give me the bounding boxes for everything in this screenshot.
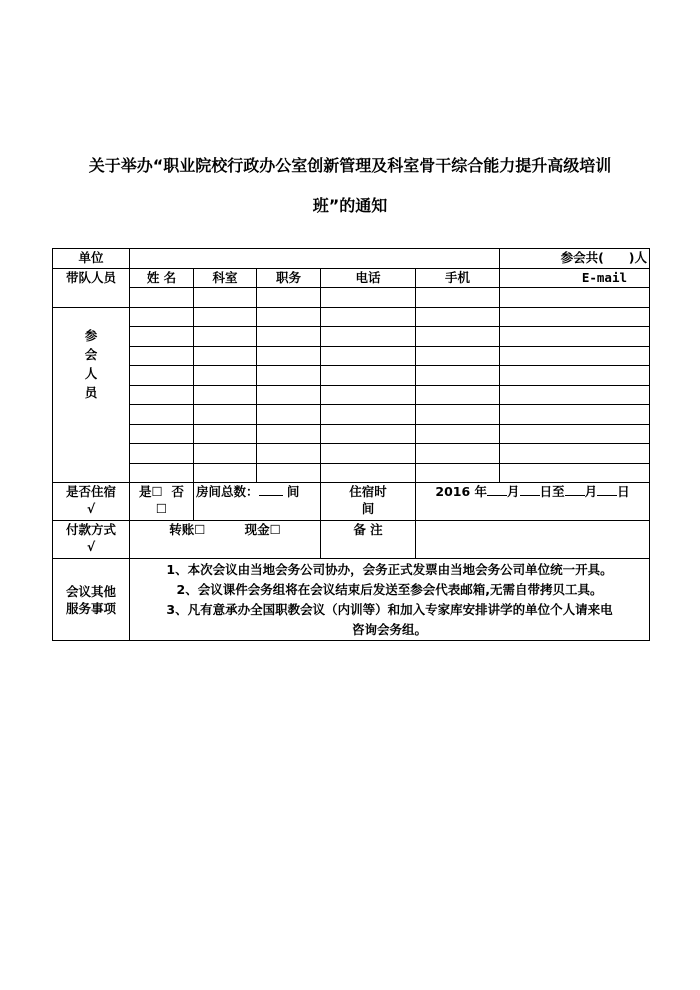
attendee-cell[interactable] (130, 424, 194, 444)
header-mobile: 手机 (416, 268, 500, 288)
lodging-label: 是否住宿 (65, 484, 116, 499)
leader-email-cell[interactable] (500, 288, 650, 308)
leader-mobile-cell[interactable] (416, 288, 500, 308)
header-name: 姓 名 (130, 268, 194, 288)
lodging-yes-option[interactable]: 是☐ (139, 484, 163, 499)
attendee-cell[interactable] (257, 346, 321, 366)
attendee-cell[interactable] (257, 405, 321, 425)
services-label-cell: 会议其他 服务事项 (53, 559, 130, 641)
attendee-cell[interactable] (130, 366, 194, 386)
attendee-cell[interactable] (194, 405, 257, 425)
attendee-cell[interactable] (194, 346, 257, 366)
attendee-cell[interactable] (416, 366, 500, 386)
attendee-cell[interactable] (321, 424, 416, 444)
start-month-blank[interactable] (487, 483, 507, 496)
unit-label: 单位 (53, 249, 130, 269)
payment-label-cell (53, 521, 130, 559)
payment-row (53, 521, 650, 559)
attendee-cell[interactable] (416, 444, 500, 464)
attendee-cell[interactable] (257, 444, 321, 464)
attendee-cell[interactable] (257, 327, 321, 347)
attendee-cell[interactable] (130, 385, 194, 405)
lodging-check-mark: √ (86, 501, 96, 516)
attendee-cell[interactable] (500, 424, 650, 444)
attendee-cell[interactable] (416, 463, 500, 483)
payment-label: 付款方式 (65, 522, 116, 537)
end-month-blank[interactable] (565, 483, 585, 496)
attendee-cell[interactable] (321, 307, 416, 327)
room-count-cell[interactable] (194, 483, 321, 521)
remarks-input-cell[interactable] (416, 521, 650, 559)
attendee-cell[interactable] (194, 366, 257, 386)
attendee-cell[interactable] (257, 366, 321, 386)
attendee-cell[interactable] (416, 307, 500, 327)
attendee-cell[interactable] (130, 405, 194, 425)
leader-phone-cell[interactable] (321, 288, 416, 308)
attendee-cell[interactable] (130, 327, 194, 347)
attendee-cell[interactable] (416, 424, 500, 444)
attendee-cell[interactable] (194, 444, 257, 464)
attendee-cell[interactable] (416, 405, 500, 425)
header-position: 职务 (257, 268, 321, 288)
title-line-2: 班”的通知 (312, 196, 388, 215)
leader-position-cell[interactable] (257, 288, 321, 308)
attendee-cell[interactable] (500, 327, 650, 347)
attendee-cell[interactable] (321, 444, 416, 464)
attendee-cell[interactable] (321, 385, 416, 405)
attendee-cell[interactable] (321, 463, 416, 483)
attendee-cell[interactable] (130, 463, 194, 483)
attendee-row (53, 346, 650, 366)
attendee-cell[interactable] (257, 424, 321, 444)
stay-date-cell[interactable]: 2016 年 月 日至 月 日 (416, 483, 650, 521)
attendee-cell[interactable] (500, 444, 650, 464)
attendee-cell[interactable] (130, 346, 194, 366)
header-row (53, 268, 650, 288)
attendee-cell[interactable] (194, 424, 257, 444)
payment-choice-cell (130, 521, 321, 559)
note-item: 3、凡有意承办全国职教会议（内训等）和加入专家库安排讲学的单位个人请来电 (166, 602, 613, 617)
lodging-no-checkbox[interactable]: ☐ (155, 501, 168, 516)
attendee-cell[interactable] (321, 366, 416, 386)
lodging-row (53, 483, 650, 521)
attendee-row (53, 424, 650, 444)
unit-input-cell[interactable] (130, 249, 500, 269)
attendee-cell[interactable] (194, 463, 257, 483)
attendee-cell[interactable] (321, 405, 416, 425)
attendee-row (53, 463, 650, 483)
lodging-choice-cell[interactable] (130, 483, 194, 521)
attendee-cell[interactable] (257, 385, 321, 405)
attendee-cell[interactable] (321, 327, 416, 347)
leader-name-cell[interactable] (130, 288, 194, 308)
attendee-cell[interactable] (500, 346, 650, 366)
lodging-no-label: 否 (171, 484, 184, 499)
note-item: 咨询会务组。 (351, 622, 427, 637)
attendee-cell[interactable] (194, 307, 257, 327)
attendee-cell[interactable] (416, 327, 500, 347)
attendees-total: 参会共( )人 (500, 249, 650, 269)
services-row (53, 559, 650, 641)
attendee-cell[interactable] (257, 307, 321, 327)
attendee-cell[interactable] (321, 346, 416, 366)
attendee-cell[interactable] (130, 307, 194, 327)
attendee-cell[interactable] (500, 307, 650, 327)
registration-form-table (52, 248, 650, 641)
attendee-cell[interactable] (194, 385, 257, 405)
attendee-cell[interactable] (416, 385, 500, 405)
header-dept: 科室 (194, 268, 257, 288)
lodging-label-cell (53, 483, 130, 521)
attendee-row (53, 385, 650, 405)
attendee-row (53, 307, 650, 327)
room-unit: 间 (286, 484, 300, 499)
leader-dept-cell[interactable] (194, 288, 257, 308)
attendee-cell[interactable] (500, 385, 650, 405)
title-line-1: 关于举办“职业院校行政办公室创新管理及科室骨干综合能力提升高级培训 (88, 156, 612, 175)
attendee-cell[interactable] (416, 346, 500, 366)
attendee-row (53, 444, 650, 464)
transfer-option[interactable]: 转账☐ (169, 522, 206, 537)
end-day-blank[interactable] (597, 483, 617, 496)
payment-check-mark: √ (86, 539, 96, 554)
header-phone: 电话 (321, 268, 416, 288)
attendees-label: 参 会 人 员 (53, 307, 130, 483)
document-title (52, 146, 648, 226)
stay-time-label-cell: 住宿时 间 (321, 483, 416, 521)
attendee-row (53, 405, 650, 425)
header-email: E-mail (500, 268, 650, 288)
remarks-label: 备 注 (321, 521, 416, 559)
attendee-row (53, 366, 650, 386)
attendee-cell[interactable] (500, 366, 650, 386)
attendee-cell[interactable] (257, 463, 321, 483)
attendee-cell[interactable] (194, 327, 257, 347)
cash-option[interactable]: 现金☐ (244, 522, 281, 537)
note-item: 1、本次会议由当地会务公司协办，会务正式发票由当地会务公司单位统一开具。 (166, 562, 613, 577)
attendee-cell[interactable] (500, 463, 650, 483)
room-count-label: 房间总数： (196, 484, 259, 499)
leader-row (53, 288, 650, 308)
services-notes-cell (130, 559, 650, 641)
unit-row (53, 249, 650, 269)
start-day-blank[interactable] (520, 483, 540, 496)
note-item: 2、会议课件会务组将在会议结束后发送至参会代表邮箱,无需自带拷贝工具。 (176, 582, 603, 597)
room-count-blank[interactable] (259, 483, 283, 496)
attendee-cell[interactable] (130, 444, 194, 464)
leader-label: 带队人员 (53, 268, 130, 307)
year-label: 2016 年 (435, 484, 488, 499)
attendee-row (53, 327, 650, 347)
attendee-cell[interactable] (500, 405, 650, 425)
